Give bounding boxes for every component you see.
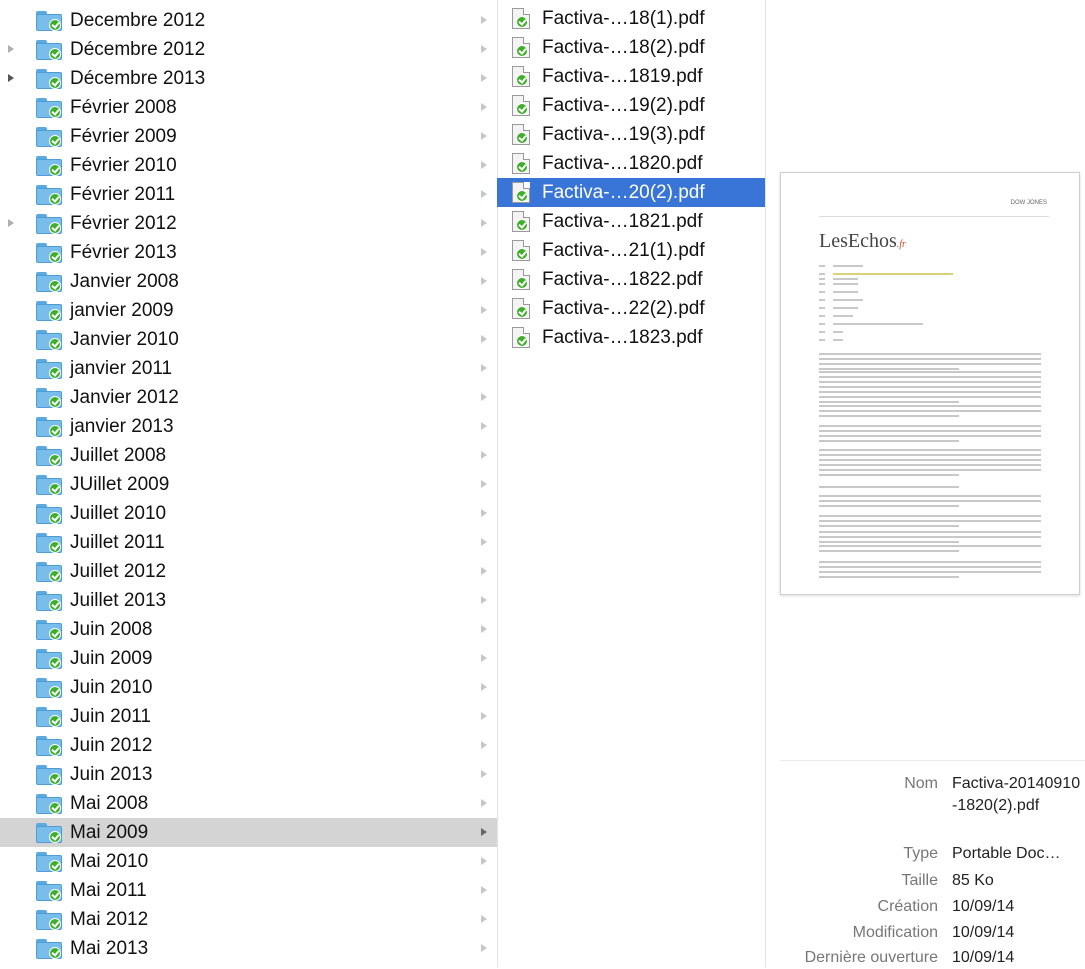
preview-meta-key [819, 315, 825, 317]
disclosure-triangle-icon[interactable] [8, 74, 14, 82]
preview-text-line [819, 358, 1041, 360]
folder-label: Février 2012 [70, 213, 177, 234]
file-item[interactable] [497, 62, 765, 91]
info-label-creation: Création [877, 898, 938, 915]
folder-label: Février 2011 [70, 184, 176, 205]
preview-meta-key [819, 283, 825, 285]
synced-folder-icon [36, 765, 62, 785]
preview-text-line [819, 368, 959, 370]
info-divider [780, 760, 1085, 761]
preview-text-line [819, 449, 1041, 451]
folder-item[interactable] [0, 760, 497, 789]
preview-meta-value [833, 339, 843, 341]
file-label: Factiva-…22(2).pdf [542, 298, 705, 319]
preview-text-line [819, 405, 1041, 407]
pdf-file-icon [512, 182, 530, 203]
file-label: Factiva-…20(2).pdf [542, 182, 705, 203]
file-item[interactable] [497, 207, 765, 236]
folder-item[interactable] [0, 6, 497, 35]
synced-folder-icon [36, 11, 62, 31]
preview-text-line [819, 464, 1041, 466]
folder-item[interactable] [0, 93, 497, 122]
info-value-creation: 10/09/14 [952, 898, 1015, 915]
folder-item[interactable] [0, 818, 497, 847]
preview-meta-value [833, 291, 858, 293]
file-item[interactable] [497, 294, 765, 323]
chevron-right-icon [481, 74, 487, 82]
pdf-file-icon [512, 66, 530, 87]
chevron-right-icon [481, 683, 487, 691]
folder-label: Juin 2012 [70, 735, 153, 756]
preview-text-line [819, 550, 959, 552]
file-label: Factiva-…19(3).pdf [542, 124, 705, 145]
preview-text-line [819, 545, 1041, 547]
chevron-right-icon [481, 132, 487, 140]
folder-item[interactable] [0, 847, 497, 876]
chevron-right-icon [481, 567, 487, 575]
folder-label: Juin 2009 [70, 648, 153, 669]
folder-label: janvier 2013 [70, 416, 174, 437]
file-item[interactable] [497, 120, 765, 149]
file-column [497, 0, 766, 967]
pdf-file-icon [512, 240, 530, 261]
folder-label: Décembre 2013 [70, 68, 206, 89]
chevron-right-icon [481, 741, 487, 749]
folder-item[interactable] [0, 412, 497, 441]
synced-folder-icon [36, 446, 62, 466]
folder-item[interactable] [0, 731, 497, 760]
folder-item[interactable] [0, 64, 497, 93]
preview-meta-key [819, 331, 825, 333]
chevron-right-icon [481, 480, 487, 488]
synced-folder-icon [36, 98, 62, 118]
file-label: Factiva-…21(1).pdf [542, 240, 705, 261]
file-item[interactable] [497, 323, 765, 352]
chevron-right-icon [481, 625, 487, 633]
preview-text-line [819, 425, 1041, 427]
preview-text-line [819, 486, 959, 488]
folder-item[interactable] [0, 644, 497, 673]
file-item[interactable] [497, 149, 765, 178]
folder-label: Juin 2011 [70, 706, 151, 727]
folder-item[interactable] [0, 876, 497, 905]
synced-folder-icon [36, 475, 62, 495]
preview-text-line [819, 410, 1041, 412]
folder-label: Janvier 2010 [70, 329, 179, 350]
preview-text-line [819, 474, 959, 476]
folder-label: Decembre 2012 [70, 10, 206, 31]
synced-folder-icon [36, 649, 62, 669]
preview-text-line [819, 525, 959, 527]
chevron-right-icon [481, 538, 487, 546]
synced-folder-icon [36, 678, 62, 698]
preview-meta-key [819, 339, 825, 341]
info-label-type: Type [903, 845, 938, 862]
folder-item[interactable] [0, 296, 497, 325]
pdf-file-icon [512, 8, 530, 29]
preview-header-text: DOW JONES [1010, 200, 1047, 206]
folder-item[interactable] [0, 35, 497, 64]
preview-text-line [819, 571, 1041, 573]
file-label: Factiva-…18(2).pdf [542, 37, 705, 58]
folder-item[interactable] [0, 122, 497, 151]
folder-label: Février 2013 [70, 242, 177, 263]
preview-meta-value [833, 331, 843, 333]
preview-text-line [819, 363, 1041, 365]
chevron-right-icon [481, 886, 487, 894]
folder-label: Janvier 2008 [70, 271, 179, 292]
preview-meta-key [819, 278, 825, 280]
synced-folder-icon [36, 939, 62, 959]
preview-meta-key [819, 273, 825, 275]
synced-folder-icon [36, 127, 62, 147]
disclosure-triangle-icon[interactable] [8, 45, 14, 53]
chevron-right-icon [481, 103, 487, 111]
folder-label: Mai 2009 [70, 822, 149, 843]
preview-text-line [819, 520, 1041, 522]
pdf-file-icon [512, 269, 530, 290]
synced-folder-icon [36, 620, 62, 640]
chevron-right-icon [481, 712, 487, 720]
file-item[interactable] [497, 4, 765, 33]
folder-label: janvier 2011 [70, 358, 173, 379]
pdf-file-icon [512, 37, 530, 58]
folder-label: Mai 2008 [70, 793, 149, 814]
chevron-right-icon [481, 654, 487, 662]
folder-label: Février 2008 [70, 97, 177, 118]
chevron-right-icon [481, 596, 487, 604]
file-item[interactable] [497, 91, 765, 120]
chevron-right-icon [481, 277, 487, 285]
preview-meta-key [819, 299, 825, 301]
folder-label: Mai 2010 [70, 851, 149, 872]
synced-folder-icon [36, 881, 62, 901]
chevron-right-icon [481, 857, 487, 865]
preview-meta-value [833, 273, 953, 275]
folder-label: Décembre 2012 [70, 39, 206, 60]
chevron-right-icon [481, 451, 487, 459]
chevron-right-icon [481, 306, 487, 314]
preview-meta-value [833, 299, 863, 301]
folder-item[interactable] [0, 557, 497, 586]
synced-folder-icon [36, 591, 62, 611]
preview-text-line [819, 430, 1041, 432]
info-value-taille: 85 Ko [952, 872, 994, 889]
folder-label: JUillet 2009 [70, 474, 170, 495]
folder-label: Juillet 2012 [70, 561, 167, 582]
preview-text-line [819, 391, 1041, 393]
preview-meta-key [819, 323, 825, 325]
folder-item[interactable] [0, 151, 497, 180]
chevron-right-icon [481, 799, 487, 807]
info-value-ouverture: 10/09/14 [952, 949, 1015, 966]
chevron-right-icon [481, 219, 487, 227]
chevron-right-icon [481, 509, 487, 517]
info-label-modification: Modification [852, 924, 938, 941]
synced-folder-icon [36, 504, 62, 524]
folder-item[interactable] [0, 905, 497, 934]
synced-folder-icon [36, 823, 62, 843]
folder-item[interactable] [0, 325, 497, 354]
preview-text-line [819, 505, 959, 507]
folder-label: Janvier 2012 [70, 387, 179, 408]
synced-folder-icon [36, 156, 62, 176]
pdf-file-icon [512, 298, 530, 319]
folder-item[interactable] [0, 238, 497, 267]
file-label: Factiva-…1819.pdf [542, 66, 703, 87]
preview-text-line [819, 495, 1041, 497]
info-value-nom: Factiva-20140910-1820(2).pdf [952, 775, 1081, 814]
folder-item[interactable] [0, 180, 497, 209]
folder-item[interactable] [0, 209, 497, 238]
synced-folder-icon [36, 330, 62, 350]
synced-folder-icon [36, 272, 62, 292]
preview-column [765, 0, 1085, 967]
chevron-right-icon [481, 16, 487, 24]
file-item[interactable] [497, 178, 765, 207]
preview-text-line [819, 415, 959, 417]
pdf-file-icon [512, 327, 530, 348]
preview-meta-value [833, 278, 858, 280]
chevron-right-icon [481, 915, 487, 923]
preview-text-line [819, 454, 1041, 456]
folder-label: Juillet 2010 [70, 503, 167, 524]
preview-text-line [819, 515, 1041, 517]
preview-text-line [819, 500, 1041, 502]
folder-item[interactable] [0, 441, 497, 470]
folder-item[interactable] [0, 934, 497, 963]
preview-text-line [819, 576, 959, 578]
folder-label: Juillet 2013 [70, 590, 167, 611]
synced-folder-icon [36, 214, 62, 234]
synced-folder-icon [36, 736, 62, 756]
chevron-right-icon [481, 335, 487, 343]
synced-folder-icon [36, 388, 62, 408]
folder-column [0, 0, 498, 967]
chevron-right-icon [481, 828, 487, 836]
chevron-right-icon [481, 393, 487, 401]
chevron-right-icon [481, 944, 487, 952]
folder-item[interactable] [0, 789, 497, 818]
synced-folder-icon [36, 852, 62, 872]
info-label-nom: Nom [904, 775, 938, 792]
pdf-file-icon [512, 211, 530, 232]
preview-text-line [819, 381, 1041, 383]
file-item[interactable] [497, 33, 765, 62]
chevron-right-icon [481, 190, 487, 198]
folder-label: Mai 2013 [70, 938, 149, 959]
folder-label: janvier 2009 [70, 300, 174, 321]
preview-meta-key [819, 307, 825, 309]
preview-text-line [819, 459, 1041, 461]
folder-label: Juin 2010 [70, 677, 153, 698]
folder-label: Mai 2012 [70, 909, 149, 930]
preview-meta-value [833, 323, 923, 325]
folder-label: Juin 2013 [70, 764, 153, 785]
folder-label: Mai 2011 [70, 880, 147, 901]
file-item[interactable] [497, 236, 765, 265]
preview-text-line [819, 440, 959, 442]
synced-folder-icon [36, 69, 62, 89]
pdf-file-icon [512, 95, 530, 116]
preview-text-line [819, 561, 1041, 563]
file-label: Factiva-…1823.pdf [542, 327, 703, 348]
folder-item[interactable] [0, 470, 497, 499]
preview-text-line [819, 541, 959, 543]
synced-folder-icon [36, 533, 62, 553]
preview-text-line [819, 376, 1041, 378]
info-value-type: Portable Doc… [952, 845, 1061, 862]
synced-folder-icon [36, 562, 62, 582]
info-label-ouverture: Dernière ouverture [804, 949, 938, 966]
preview-text-line [819, 531, 1041, 533]
folder-label: Juillet 2011 [70, 532, 165, 553]
synced-folder-icon [36, 359, 62, 379]
preview-text-line [819, 371, 1041, 373]
preview-header-rule [819, 216, 1049, 217]
file-item[interactable] [497, 265, 765, 294]
chevron-right-icon [481, 161, 487, 169]
synced-folder-icon [36, 417, 62, 437]
preview-meta-value [833, 283, 858, 285]
synced-folder-icon [36, 910, 62, 930]
folder-item[interactable] [0, 615, 497, 644]
folder-label: Juillet 2008 [70, 445, 167, 466]
folder-item[interactable] [0, 354, 497, 383]
folder-label: Février 2009 [70, 126, 177, 147]
preview-text-line [819, 566, 1041, 568]
preview-meta-key [819, 291, 825, 293]
folder-item[interactable] [0, 499, 497, 528]
chevron-right-icon [481, 364, 487, 372]
preview-text-line [819, 386, 1041, 388]
document-preview[interactable] [780, 172, 1080, 595]
synced-folder-icon [36, 185, 62, 205]
chevron-right-icon [481, 45, 487, 53]
preview-meta-value [833, 265, 863, 267]
chevron-right-icon [481, 770, 487, 778]
folder-item[interactable] [0, 267, 497, 296]
preview-meta-value [833, 315, 853, 317]
preview-text-line [819, 396, 1041, 398]
file-label: Factiva-…1821.pdf [542, 211, 703, 232]
folder-label: Juin 2008 [70, 619, 153, 640]
folder-item[interactable] [0, 528, 497, 557]
preview-logo: LesEchos.fr [819, 230, 906, 252]
info-label-taille: Taille [901, 872, 938, 889]
file-label: Factiva-…19(2).pdf [542, 95, 705, 116]
file-label: Factiva-…18(1).pdf [542, 8, 705, 29]
disclosure-triangle-icon[interactable] [8, 219, 14, 227]
preview-meta-key [819, 265, 825, 267]
folder-label: Février 2010 [70, 155, 177, 176]
preview-meta-value [833, 307, 858, 309]
chevron-right-icon [481, 422, 487, 430]
folder-item[interactable] [0, 586, 497, 615]
synced-folder-icon [36, 243, 62, 263]
preview-text-line [819, 353, 1041, 355]
pdf-file-icon [512, 124, 530, 145]
synced-folder-icon [36, 40, 62, 60]
preview-text-line [819, 435, 1041, 437]
info-value-modification: 10/09/14 [952, 924, 1015, 941]
file-label: Factiva-…1822.pdf [542, 269, 703, 290]
preview-text-line [819, 401, 959, 403]
pdf-file-icon [512, 153, 530, 174]
folder-item[interactable] [0, 702, 497, 731]
folder-item[interactable] [0, 383, 497, 412]
synced-folder-icon [36, 707, 62, 727]
chevron-right-icon [481, 248, 487, 256]
preview-text-line [819, 536, 1041, 538]
file-label: Factiva-…1820.pdf [542, 153, 703, 174]
preview-text-line [819, 469, 1041, 471]
folder-item[interactable] [0, 673, 497, 702]
synced-folder-icon [36, 301, 62, 321]
synced-folder-icon [36, 794, 62, 814]
